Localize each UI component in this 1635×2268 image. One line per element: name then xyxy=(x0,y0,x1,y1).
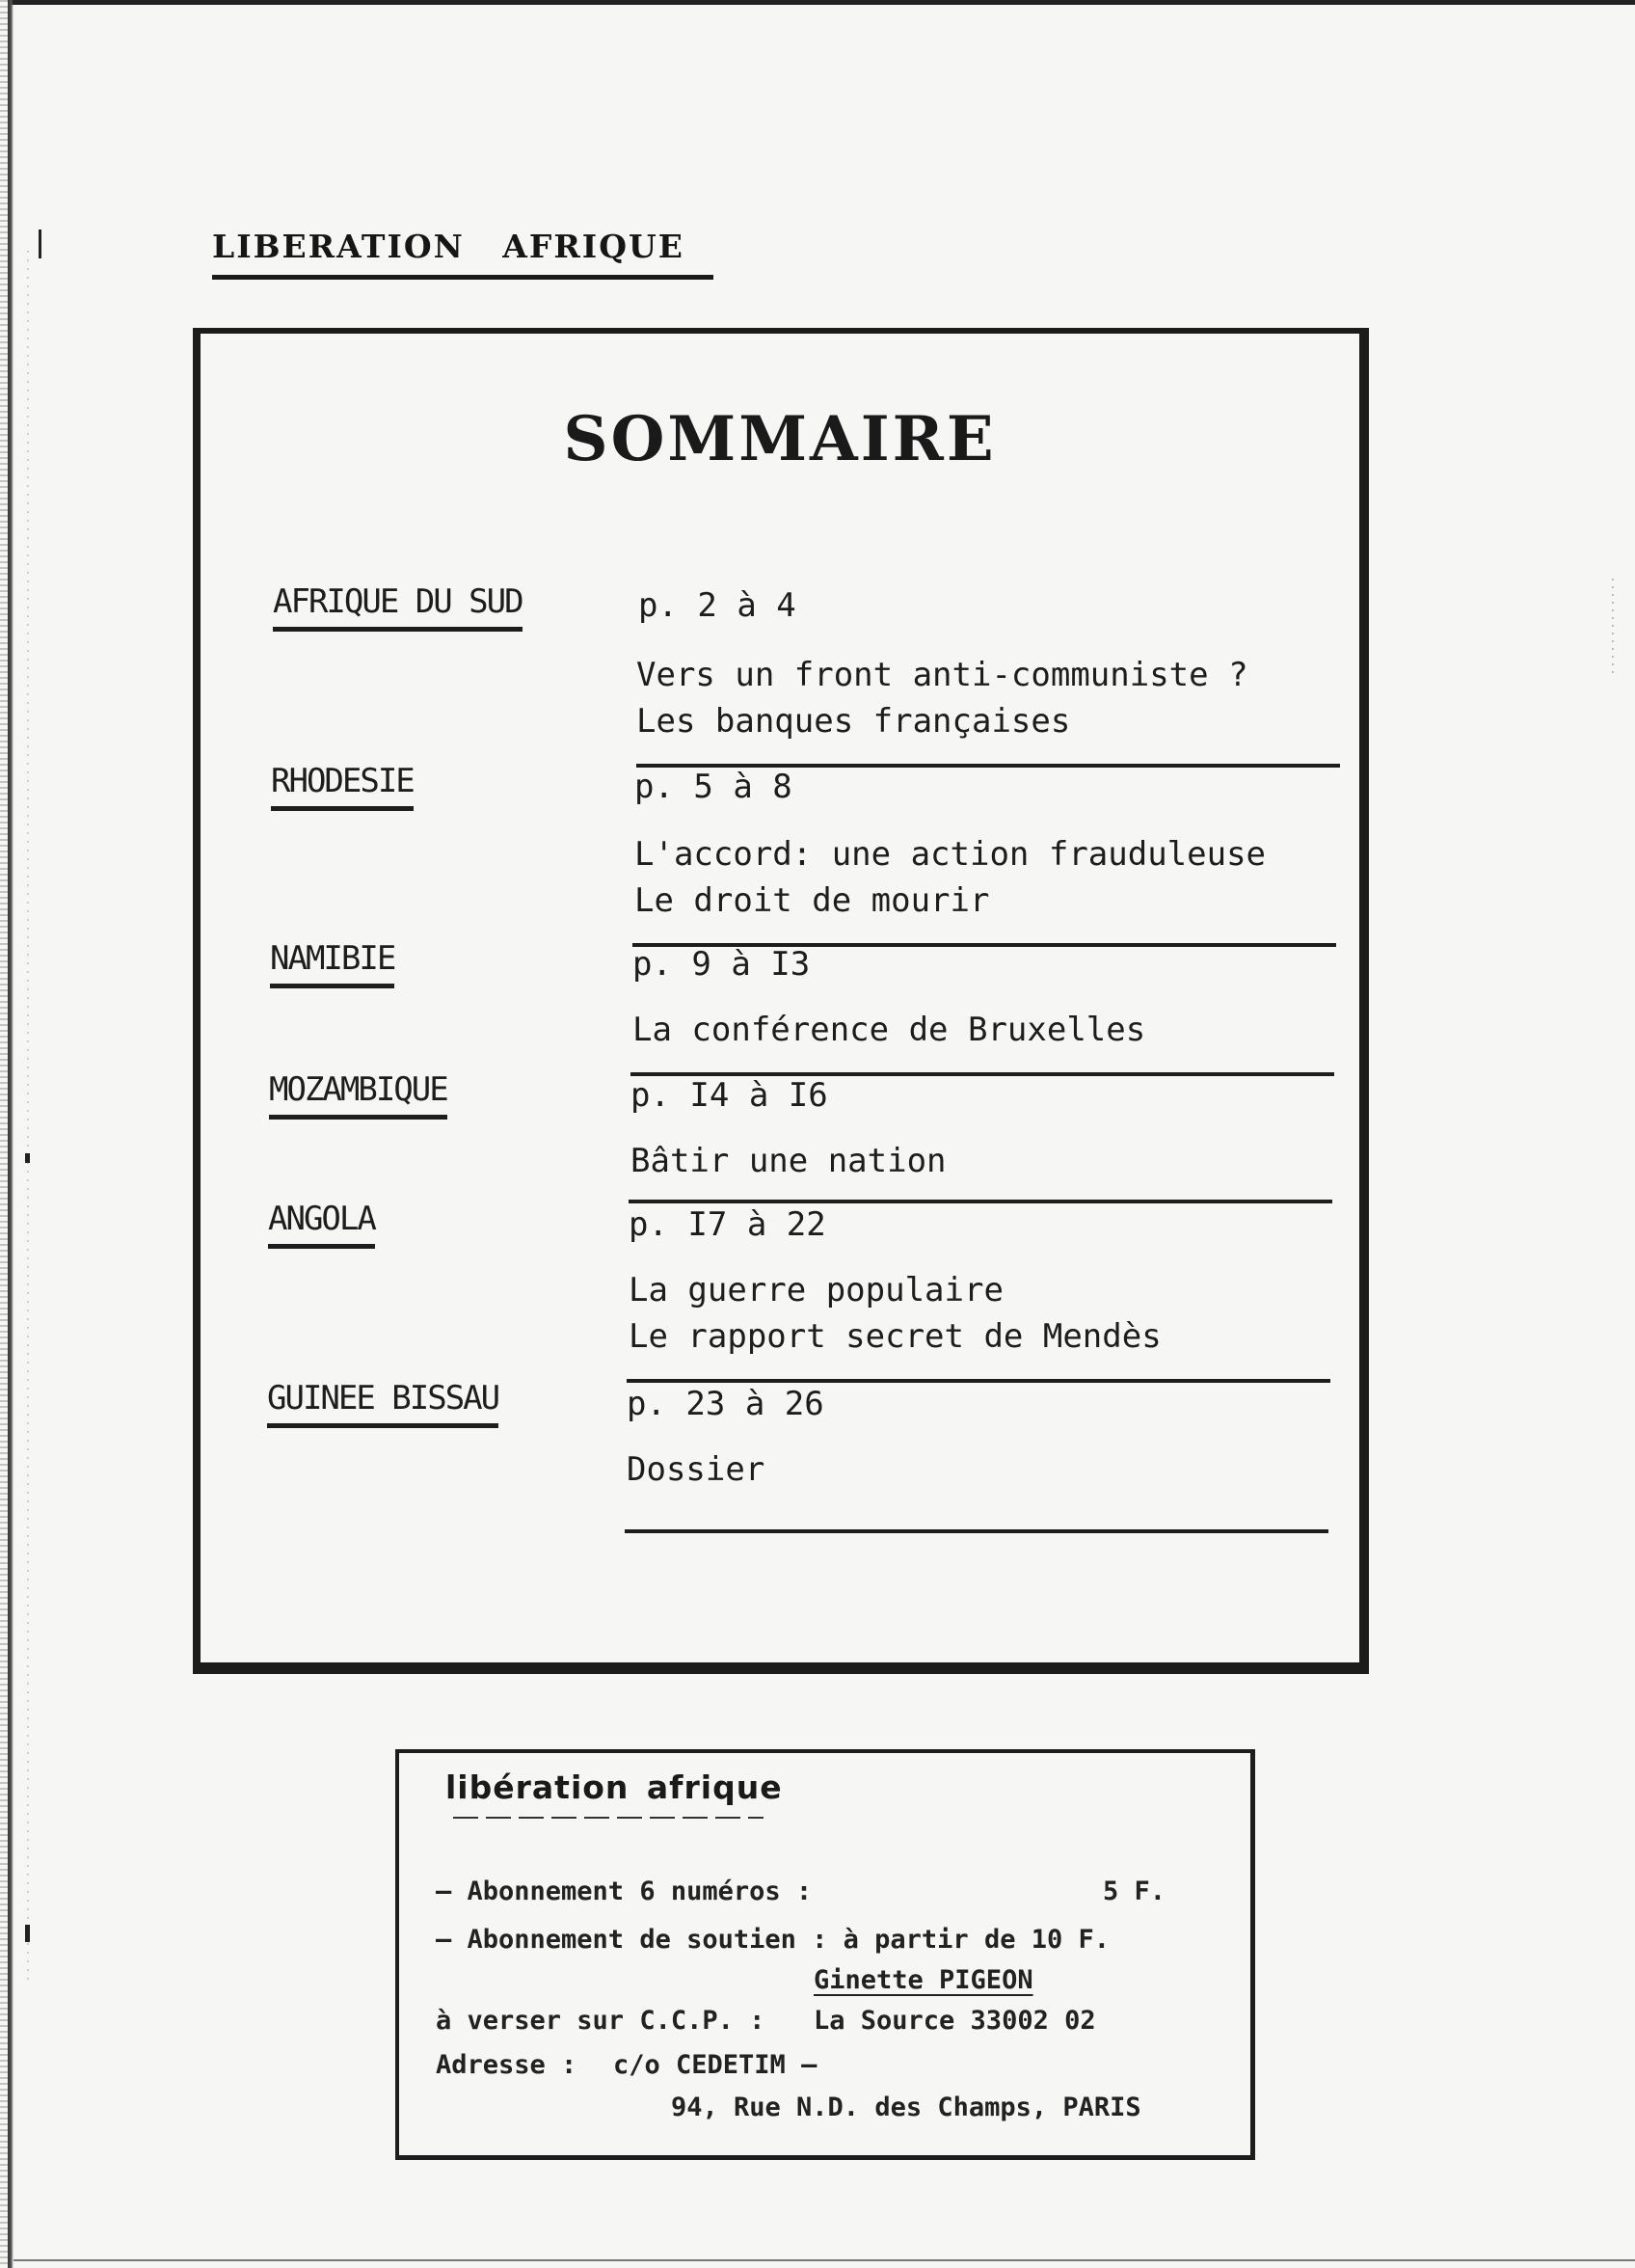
section-pages: p. 2 à 4 xyxy=(638,586,796,625)
section-divider xyxy=(625,1529,1328,1533)
article-title: La conférence de Bruxelles xyxy=(632,1011,1146,1049)
scan-edge-dots xyxy=(0,0,8,2268)
scan-dot-column xyxy=(27,251,29,1986)
subscription-price-1: 5 F. xyxy=(1103,1876,1166,1906)
account-holder-name: Ginette PIGEON xyxy=(814,1965,1033,1995)
margin-mark xyxy=(39,230,41,258)
scan-edge-top xyxy=(8,0,1635,5)
article-title: Bâtir une nation xyxy=(630,1142,947,1180)
article-title: Le rapport secret de Mendès xyxy=(629,1317,1162,1356)
article-title: Les banques françaises xyxy=(636,702,1071,741)
article-title: L'accord: une action frauduleuse xyxy=(634,835,1267,874)
scan-edge-left xyxy=(8,0,13,2268)
subscription-title: libération afrique xyxy=(445,1768,783,1806)
address-line-1: c/o CEDETIM – xyxy=(613,2050,818,2080)
section-pages: p. I4 à I6 xyxy=(630,1076,828,1115)
section-label-namibie: NAMIBIE xyxy=(270,939,394,988)
ccp-value: La Source 33002 02 xyxy=(814,2006,1096,2036)
summary-title: SOMMAIRE xyxy=(563,403,997,475)
section-pages: p. 9 à I3 xyxy=(632,945,811,984)
address-line-2: 94, Rue N.D. des Champs, PARIS xyxy=(671,2092,1141,2122)
section-pages: p. 5 à 8 xyxy=(634,768,792,806)
scan-dot-column-right xyxy=(1612,579,1614,675)
article-title: Vers un front anti-communiste ? xyxy=(636,656,1248,694)
margin-mark xyxy=(25,1153,30,1163)
section-pages: p. 23 à 26 xyxy=(627,1385,824,1423)
section-label-rhodesie: RHODESIE xyxy=(271,762,414,811)
subscription-title-rule xyxy=(453,1817,764,1819)
section-divider xyxy=(629,1200,1332,1203)
article-title: Le droit de mourir xyxy=(634,881,990,920)
ccp-label: à verser sur C.C.P. : xyxy=(436,2006,765,2036)
section-divider xyxy=(627,1379,1330,1383)
margin-mark xyxy=(25,1925,30,1942)
section-label-angola: ANGOLA xyxy=(268,1200,375,1249)
subscription-box xyxy=(395,1749,1255,2160)
address-label: Adresse : xyxy=(436,2050,577,2080)
section-label-guinee-bissau: GUINEE BISSAU xyxy=(267,1379,498,1428)
section-pages: p. I7 à 22 xyxy=(629,1205,826,1244)
subscription-line-1: – Abonnement 6 numéros : xyxy=(436,1876,813,1906)
section-label-afrique-du-sud: AFRIQUE DU SUD xyxy=(273,582,523,632)
publication-title: LIBERATION AFRIQUE xyxy=(212,228,684,265)
scan-edge-bottom xyxy=(13,2259,1635,2261)
article-title: La guerre populaire xyxy=(629,1271,1004,1310)
article-title: Dossier xyxy=(627,1450,765,1489)
subscription-line-2: – Abonnement de soutien : à partir de 10 F. xyxy=(436,1925,1110,1955)
publication-title-underline xyxy=(212,275,713,280)
section-label-mozambique: MOZAMBIQUE xyxy=(269,1070,447,1120)
table-of-contents-box xyxy=(193,328,1369,1674)
